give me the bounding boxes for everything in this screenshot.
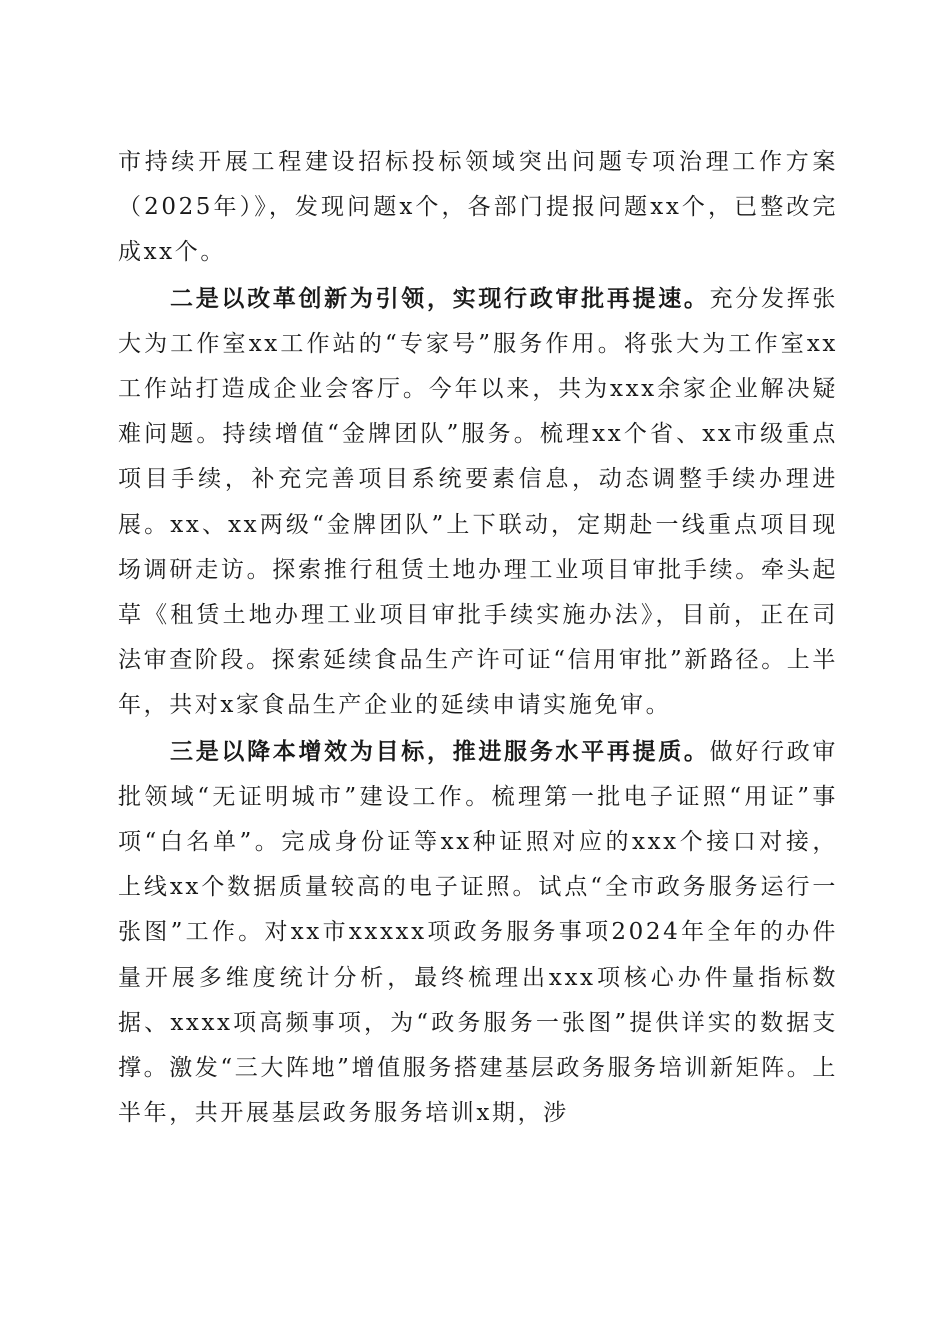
paragraph-text: 充分发挥张大为工作室xx工作站的“专家号”服务作用。将张大为工作室xx工作站打造成企业会客厅。今年以来，共为xxx余家企业解决疑难问题。持续增值“金牌团队”服务。梳理xx个省、xx市级重点项目手续，补充完善项目系统要素信息，动态调整手续办理进展。xx、xx两级“金牌团队”上下联动，定期赴一线重点项目现场调研走访。探索推行租赁土地办理工业项目审批手续。牵头起草《租赁土地办理工业项目审批手续实施办法》，目前，正在司法审查阶段。探索延续食品生产许可证“信用审批”新路径。上半年，共对x家食品生产企业的延续申请实施免审。 <box>118 285 838 719</box>
paragraph-lead-heading: 三是以降本增效为目标，推进服务水平再提质。 <box>170 737 710 765</box>
paragraph-continuation <box>118 140 838 276</box>
paragraph-text: 市持续开展工程建设招标投标领域突出问题专项治理工作方案（2025年）》，发现问题x个，各部门提报问题xx个，已整改完成xx个。 <box>118 149 838 266</box>
paragraph-reform-innovation <box>118 276 838 729</box>
document-page <box>118 140 838 1136</box>
paragraph-lead-heading: 二是以改革创新为引领，实现行政审批再提速。 <box>170 284 710 312</box>
paragraph-cost-efficiency <box>118 729 838 1137</box>
paragraph-text: 做好行政审批领域“无证明城市”建设工作。梳理第一批电子证照“用证”事项“白名单”。完成身份证等xx种证照对应的xxx个接口对接，上线xx个数据质量较高的电子证照。试点“全市政务服务运行一张图”工作。对xx市xxxxx项政务服务事项2024年全年的办件量开展多维度统计分析，最终梳理出xxx项核心办件量指标数据、xxxx项高频事项，为“政务服务一张图”提供详实的数据支撑。激发“三大阵地”增值服务搭建基层政务服务培训新矩阵。上半年，共开展基层政务服务培训x期，涉 <box>118 738 838 1127</box>
